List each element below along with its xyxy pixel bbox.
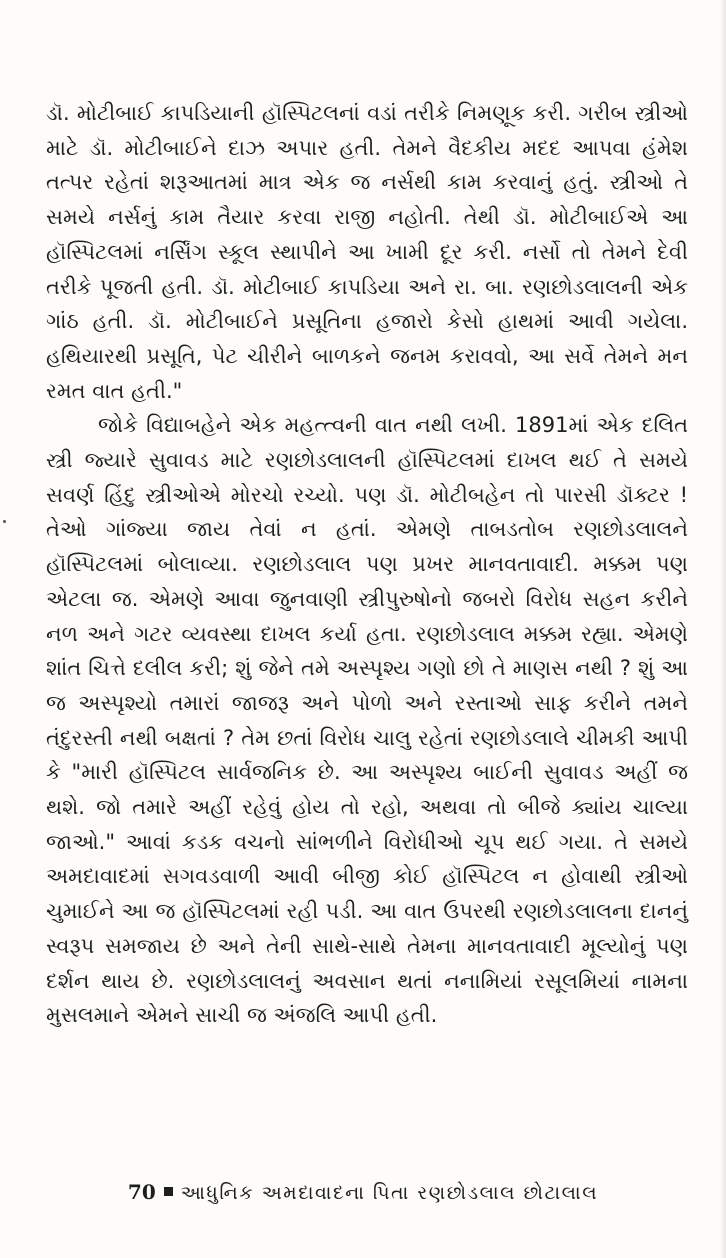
page-footer [0, 1180, 726, 1204]
paragraph-continued: ડૉ. મોટીબાઈ કાપડિયાની હૉસ્પિટલનાં વડાં તરીકે નિમણૂક કરી. ગરીબ સ્ત્રીઓ માટે ડૉ. મોટીબાઈને દાઝ અપાર હતી. તેમને વૈદકીય મદદ આપવા હંમેશ તત્પર રહેતાં શરૂઆતમાં માત્ર એક જ નર્સથી કામ કરવાનું હતું. સ્ત્રીઓ તે સમયે નર્સનું કામ તૈયાર કરવા રાજી નહોતી. તેથી ડૉ. મોટીબાઈએ આ હૉસ્પિટલમાં નર્સિંગ સ્કૂલ સ્થાપીને આ ખામી દૂર કરી. નર્સો તો તેમને દેવી તરીકે પૂજતી હતી. ડૉ. મોટીબાઈ કાપડિયા અને રા. બા. રણછોડલાલની એક ગાંઠ હતી. ડૉ. મોટીબાઈને પ્રસૂતિના હજારો કેસો હાથમાં આવી ગયેલા. હથિયારથી પ્રસૂતિ, પેટ ચીરીને બાળકને જનમ કરાવવો, આ સર્વે તેમને મન રમત વાત હતી." [46, 101, 688, 403]
running-book-title: આધુનિક અમદાવાદના પિતા રણછોડલાલ છોટાલાલ [180, 1182, 599, 1204]
page-number: 70 [127, 1180, 156, 1204]
square-bullet-icon [164, 1187, 173, 1196]
paragraph: જોકે વિદ્યાબહેને એક મહત્ત્વની વાત નથી લખી. 1891માં એક દલિત સ્ત્રી જ્યારે સુવાવડ માટે રણછોડલાલની હૉસ્પિટલમાં દાખલ થઈ તે સમયે સવર્ણ હિંદુ સ્ત્રીઓએ મોરચો રચ્યો. પણ ડૉ. મોટીબહેન તો પારસી ડૉક્ટર ! તેઓ ગાંજ્યા જાય તેવાં ન હતાં. એમણે તાબડતોબ રણછોડલાલને હૉસ્પિટલમાં બોલાવ્યા. રણછોડલાલ પણ પ્રખર માનવતાવાદી. મક્કમ પણ એટલા જ. એમણે આવા જુનવાણી સ્ત્રીપુરુષોનો જબરો વિરોધ સહન કરીને નળ અને ગટર વ્યવસ્થા દાખલ કર્યા હતા. રણછોડલાલ મક્કમ રહ્યા. એમણે શાંત ચિત્તે દલીલ કરી; શું જેને તમે અસ્પૃશ્ય ગણો છો તે માણસ નથી ? શું આ જ અસ્પૃશ્યો તમારાં જાજરૂ અને પોળો અને રસ્તાઓ સાફ કરીને તમને તંદુરસ્તી નથી બક્ષતાં ? તેમ છતાં વિરોધ ચાલુ રહેતાં રણછોડલાલે ચીમકી આપી કે "મારી હૉસ્પિટલ સાર્વજનિક છે. આ અસ્પૃશ્ય બાઈની સુવાવડ અહીં જ થશે. જો તમારે અહીં રહેવું હોય તો રહો, અથવા તો બીજે ક્યાંય ચાલ્યા જાઓ." આવાં કડક વચનો સાંભળીને વિરોધીઓ ચૂપ થઈ ગયા. તે સમયે અમદાવાદમાં સગવડવાળી આવી બીજી કોઈ હૉસ્પિટલ ન હોવાથી સ્ત્રીઓ ચુમાઈને આ જ હૉસ્પિટલમાં રહી પડી. આ વાત ઉપરથી રણછોડલાલના દાનનું સ્વરૂપ સમજાય છે અને તેની સાથે-સાથે તેમના માનવતાવાદી મૂલ્યોનું પણ દર્શન થાય છે. રણછોડલાલનું અવસાન થતાં નનામિયાં રસૂલમિયાં નામના મુસલમાને એમને સાચી જ અંજલિ આપી હતી. [46, 413, 688, 1028]
scan-speck [3, 520, 6, 523]
page-edge-shadow [720, 0, 726, 1258]
body-text [46, 96, 688, 1033]
